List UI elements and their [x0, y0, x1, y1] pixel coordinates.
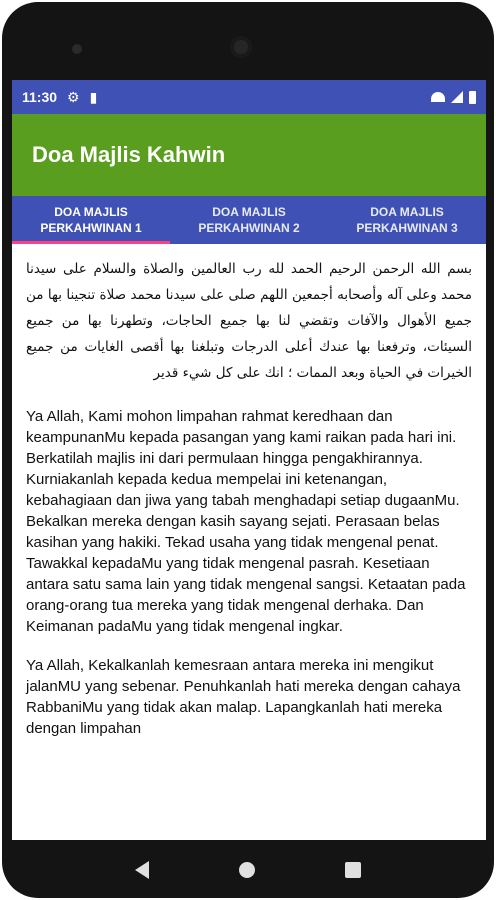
sd-card-icon: ▮	[89, 88, 98, 105]
wifi-icon	[431, 92, 445, 102]
recent-apps-icon[interactable]	[345, 862, 361, 878]
app-bar	[12, 114, 486, 196]
tab-bar	[12, 196, 486, 244]
paragraph-2: Ya Allah, Kekalkanlah kemesraan antara mereka ini mengikut jalanMU yang sebenar. Penuhkanlah hati mereka dengan cahaya RabbaniMu yang tidak akan malap. Lapangkanlah hati mereka dengan limpahan	[26, 657, 461, 737]
back-icon[interactable]	[135, 861, 149, 879]
proximity-sensor-icon	[72, 44, 82, 54]
app-title: Doa Majlis Kahwin	[32, 142, 226, 167]
battery-icon	[469, 91, 476, 104]
status-time: 11:30	[22, 89, 58, 105]
tab-doa-3[interactable]	[328, 196, 486, 244]
gear-icon: ⚙	[67, 88, 80, 105]
phone-top-bezel	[2, 2, 494, 80]
tab-label-line2: PERKAHWINAN 2	[198, 221, 300, 235]
tab-label-line1: DOA MAJLIS	[212, 205, 286, 219]
tab-label-line1: DOA MAJLIS	[54, 205, 128, 219]
screen	[12, 80, 486, 840]
doa-content[interactable]	[12, 244, 486, 739]
front-camera-icon	[230, 36, 252, 58]
tab-doa-1[interactable]	[12, 196, 170, 244]
home-icon[interactable]	[239, 862, 255, 878]
navigation-bar	[2, 842, 494, 898]
tab-label-line2: PERKAHWINAN 1	[40, 221, 142, 235]
tab-label-line2: PERKAHWINAN 3	[356, 221, 458, 235]
status-bar	[12, 80, 486, 114]
signal-icon	[451, 91, 463, 103]
arabic-text: بسم الله الرحمن الرحيم الحمد لله رب العالمين والصلاة والسلام على سيدنا محمد وعلى آله وأصحابه أجمعين اللهم صلى على سيدنا محمد صلاة تنجينا بها من جميع الأهوال والآفات وتقضي لنا بها جميع الحاجات، وتطهرنا بها من جميع السيئات، وترفعنا بها عندك أعلى الدرجات وتبلغنا بها أقصى الغايات من جميع الخيرات في الحياة وبعد الممات ؛ انك على كل شيء قدير	[26, 261, 472, 381]
phone-frame	[2, 2, 494, 898]
paragraph-1: Ya Allah, Kami mohon limpahan rahmat keredhaan dan keampunanMu kepada pasangan yang kami raikan pada hari ini. Berkatilah majlis ini dari permulaan hingga pengakhirannya. Kurniakanlah kepada kedua mempelai ini ketenangan, kebahagiaan dan jiwa yang tabah menghadapi setiap dugaanMu. Bekalkan mereka dengan kasih sayang sejati. Perasaan belas kasihan yang hakiki. Tekad usaha yang tidak mengenal penat. Tawakkal kepadaMu yang tidak mengenal pasrah. Kesetiaan antara satu sama lain yang tidak mengenal sangsi. Ketaatan pada orang-orang tua mereka yang tidak mengenal derhaka. Dan Keimanan padaMu yang tidak mengenal ingkar.	[26, 408, 466, 635]
status-right-icons	[431, 91, 476, 104]
tab-doa-2[interactable]	[170, 196, 328, 244]
tab-label-line1: DOA MAJLIS	[370, 205, 444, 219]
tab-indicator	[12, 241, 170, 244]
